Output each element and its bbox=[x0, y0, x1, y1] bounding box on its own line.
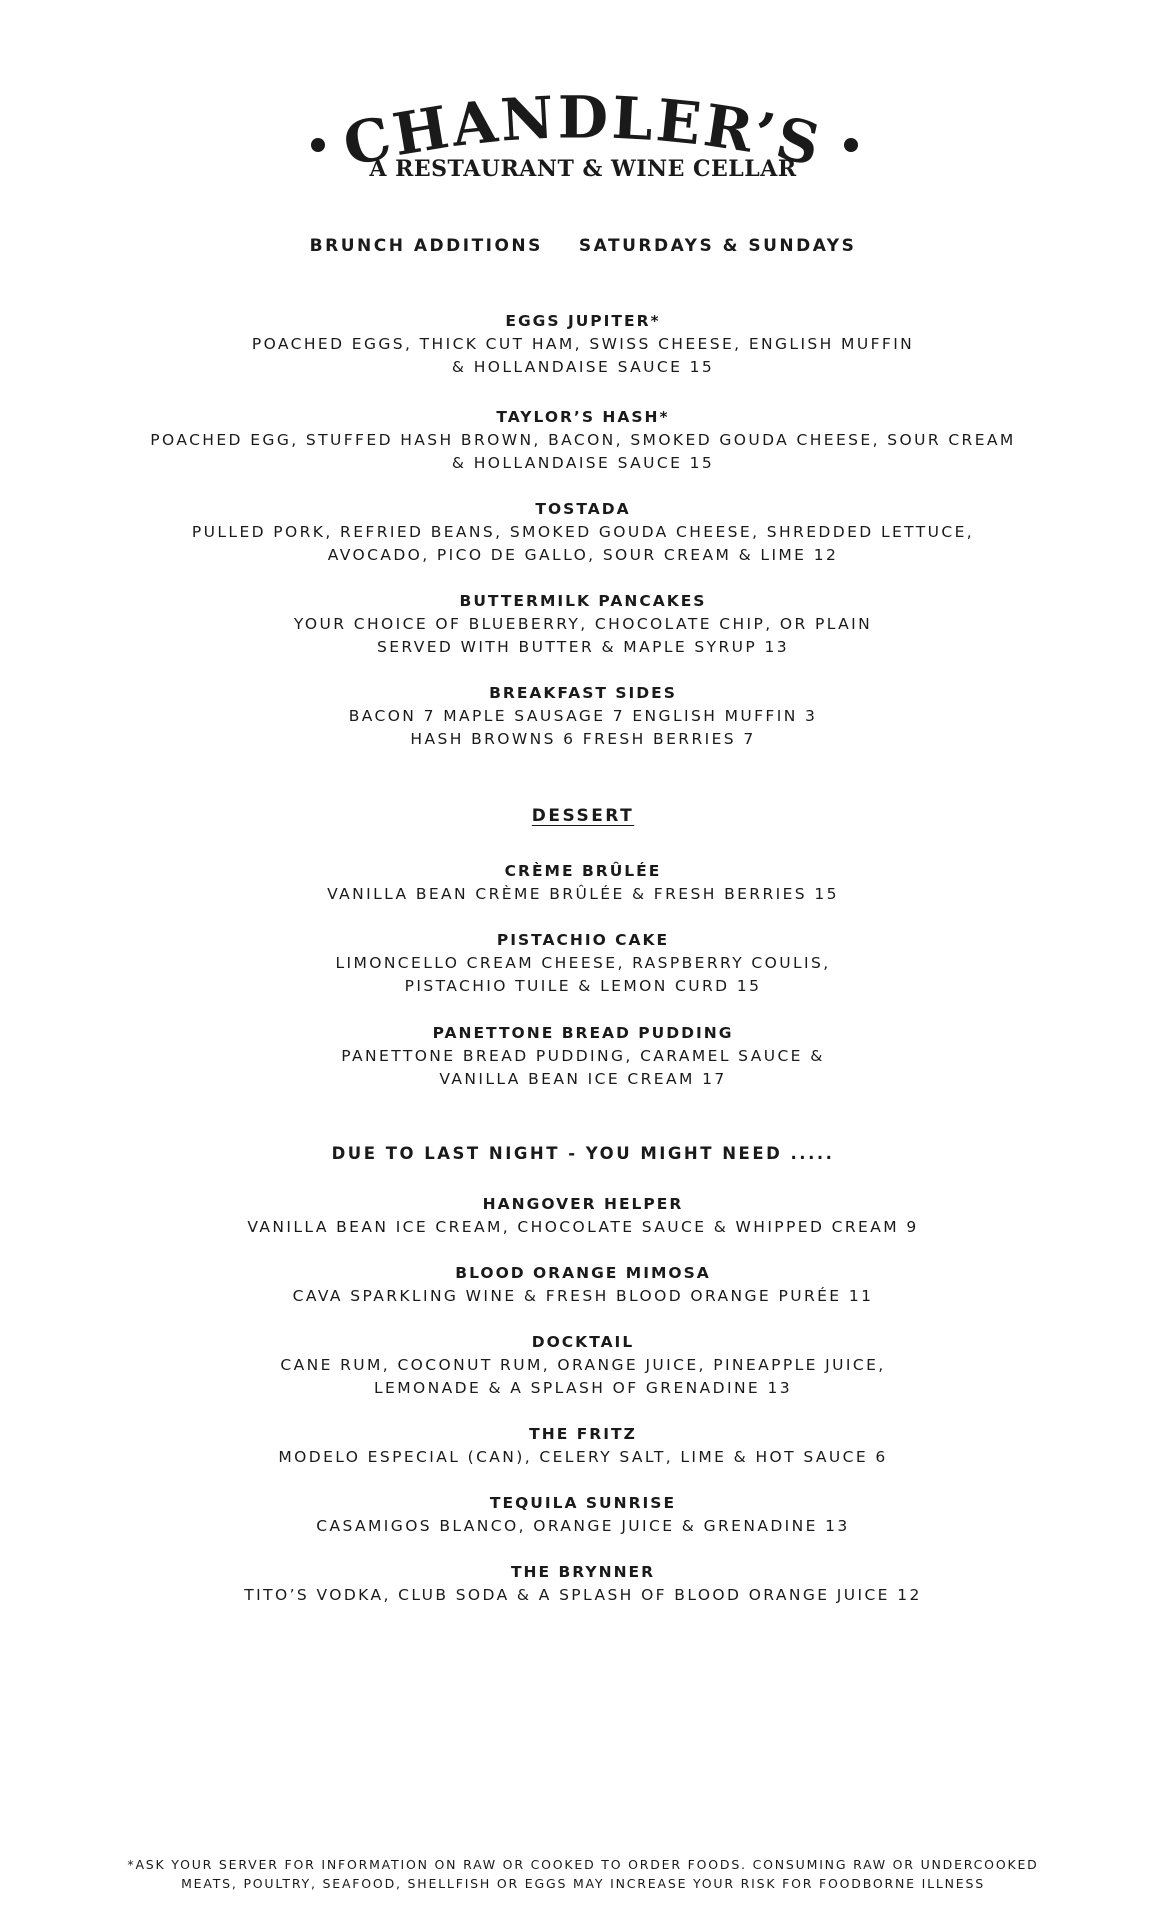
menu-item bbox=[0, 1561, 1166, 1607]
brunch-title: BRUNCH ADDITIONS bbox=[309, 236, 543, 256]
disclaimer-line: MEATS, POULTRY, SEAFOOD, SHELLFISH OR EGGS MAY INCREASE YOUR RISK FOR FOODBORNE ILLNESS bbox=[181, 1876, 985, 1891]
dessert-title: DESSERT bbox=[531, 806, 635, 826]
dessert-section-header bbox=[0, 806, 1166, 826]
item-description: CAVA SPARKLING WINE & FRESH BLOOD ORANGE PURÉE 11 bbox=[292, 1287, 874, 1305]
item-name: BUTTERMILK PANCAKES bbox=[459, 592, 707, 610]
item-name: PANETTONE BREAD PUDDING bbox=[432, 1024, 734, 1042]
menu-item bbox=[0, 682, 1166, 751]
item-description: CANE RUM, COCONUT RUM, ORANGE JUICE, PINEAPPLE JUICE, bbox=[280, 1356, 886, 1374]
menu-item bbox=[0, 1331, 1166, 1400]
tagline: A RESTAURANT & WINE CELLAR bbox=[369, 156, 797, 182]
item-name: TEQUILA SUNRISE bbox=[489, 1494, 677, 1512]
item-description: LIMONCELLO CREAM CHEESE, RASPBERRY COULIS, bbox=[335, 954, 831, 972]
item-description: VANILLA BEAN ICE CREAM, CHOCOLATE SAUCE & WHIPPED CREAM 9 bbox=[247, 1218, 919, 1236]
logo-left-dot bbox=[311, 138, 325, 152]
item-name: BLOOD ORANGE MIMOSA bbox=[455, 1264, 711, 1282]
logo-right-dot bbox=[844, 138, 858, 152]
item-description: VANILLA BEAN ICE CREAM 17 bbox=[439, 1070, 727, 1088]
item-description: POACHED EGG, STUFFED HASH BROWN, BACON, SMOKED GOUDA CHEESE, SOUR CREAM bbox=[150, 431, 1016, 449]
item-name: BREAKFAST SIDES bbox=[489, 684, 677, 702]
menu-item bbox=[0, 498, 1166, 567]
drinks-section-header bbox=[0, 1144, 1166, 1163]
menu-item bbox=[0, 929, 1166, 998]
item-name: DOCKTAIL bbox=[531, 1333, 635, 1351]
item-description: POACHED EGGS, THICK CUT HAM, SWISS CHEESE, ENGLISH MUFFIN bbox=[251, 335, 915, 353]
menu-item bbox=[0, 1423, 1166, 1469]
item-name: TAYLOR’S HASH* bbox=[496, 408, 670, 426]
item-name: THE FRITZ bbox=[529, 1425, 637, 1443]
menu-item bbox=[0, 1022, 1166, 1091]
logo-text: CHANDLER’S bbox=[337, 83, 829, 180]
disclaimer-line: *ASK YOUR SERVER FOR INFORMATION ON RAW OR COOKED TO ORDER FOODS. CONSUMING RAW OR UNDERCOOKED bbox=[127, 1857, 1039, 1872]
item-description: VANILLA BEAN CRÈME BRÛLÉE & FRESH BERRIES 15 bbox=[327, 885, 839, 903]
item-description: LEMONADE & A SPLASH OF GRENADINE 13 bbox=[374, 1379, 792, 1397]
item-name: PISTACHIO CAKE bbox=[496, 931, 670, 949]
item-description: HASH BROWNS 6 FRESH BERRIES 7 bbox=[410, 730, 756, 748]
item-description: SERVED WITH BUTTER & MAPLE SYRUP 13 bbox=[376, 638, 789, 656]
item-description: & HOLLANDAISE SAUCE 15 bbox=[451, 358, 715, 376]
item-description: PISTACHIO TUILE & LEMON CURD 15 bbox=[404, 977, 762, 995]
menu-item bbox=[0, 310, 1166, 379]
menu-item bbox=[0, 860, 1166, 906]
item-description: YOUR CHOICE OF BLUEBERRY, CHOCOLATE CHIP, OR PLAIN bbox=[293, 615, 873, 633]
menu-item bbox=[0, 406, 1166, 475]
menu-item bbox=[0, 1262, 1166, 1308]
brunch-days: SATURDAYS & SUNDAYS bbox=[578, 236, 857, 256]
item-name: CRÈME BRÛLÉE bbox=[504, 862, 662, 880]
menu-item bbox=[0, 1193, 1166, 1239]
item-name: EGGS JUPITER* bbox=[505, 312, 661, 330]
item-name: TOSTADA bbox=[535, 500, 631, 518]
item-description: & HOLLANDAISE SAUCE 15 bbox=[451, 454, 715, 472]
item-description: CASAMIGOS BLANCO, ORANGE JUICE & GRENADINE 13 bbox=[316, 1517, 850, 1535]
item-name: THE BRYNNER bbox=[510, 1563, 656, 1581]
item-description: MODELO ESPECIAL (CAN), CELERY SALT, LIME & HOT SAUCE 6 bbox=[278, 1448, 888, 1466]
item-name: HANGOVER HELPER bbox=[482, 1195, 684, 1213]
allergy-disclaimer bbox=[0, 1855, 1166, 1893]
drinks-title: DUE TO LAST NIGHT - YOU MIGHT NEED ..... bbox=[331, 1144, 835, 1163]
menu-item bbox=[0, 590, 1166, 659]
item-description: TITO’S VODKA, CLUB SODA & A SPLASH OF BLOOD ORANGE JUICE 12 bbox=[244, 1586, 922, 1604]
menu-item bbox=[0, 1492, 1166, 1538]
item-description: PANETTONE BREAD PUDDING, CARAMEL SAUCE & bbox=[341, 1047, 825, 1065]
item-description: BACON 7 MAPLE SAUSAGE 7 ENGLISH MUFFIN 3 bbox=[348, 707, 818, 725]
brunch-section-header bbox=[0, 236, 1166, 256]
item-description: AVOCADO, PICO DE GALLO, SOUR CREAM & LIME 12 bbox=[327, 546, 839, 564]
item-description: PULLED PORK, REFRIED BEANS, SMOKED GOUDA CHEESE, SHREDDED LETTUCE, bbox=[191, 523, 975, 541]
